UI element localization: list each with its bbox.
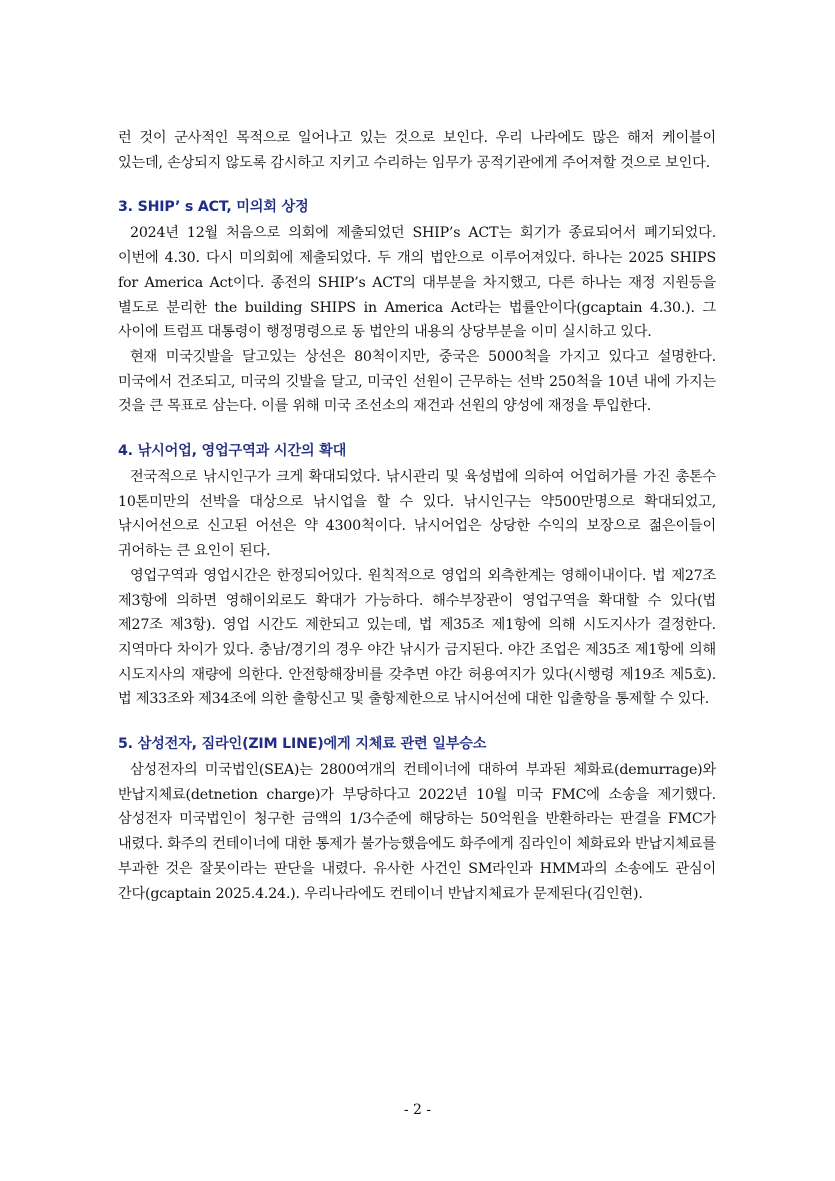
section-samsung-zim [118, 732, 716, 906]
section-title-fishing: 4. 낚시어업, 영업구역과 시간의 확대 [118, 443, 347, 460]
section-ships-act [118, 195, 716, 419]
section-title-ships-act: 3. SHIP’ s ACT, 미의회 상정 [118, 199, 309, 216]
samsung-zim-paragraph-1: 삼성전자의 미국법인(SEA)는 2800여개의 컨테이너에 대하여 부과된 체화료(demurrage)와 반납지체료(detnetion charge)가 부당하다고 2022년 10월 미국 FMC에 소송을 제기했다. 삼성전자 미국법인이 청구한 금액의 1/3수준에 해당하는 50억원을 반환하라는 판결을 FMC가 내렸다. 화주의 컨테이너에 대한 통제가 불가능했음에도 화주에게 짐라인이 체화료와 반납지체료를 부과한 것은 잘못이라는 판단을 내렸다. 유사한 사건인 SM라인과 HMM과의 소송에도 관심이 간다(gcaptain 2025.4.24.). 우리나라에도 컨테이너 반납지체료가 문제된다(김인현). [118, 762, 716, 902]
fishing-paragraph-2: 영업구역과 영업시간은 한정되어있다. 원칙적으로 영업의 외측한계는 영해이내이다. 법 제27조 제3항에 의하면 영해이외로도 확대가 가능하다. 해수부장관이 영업구역을 확대할 수 있다(법 제27조 제3항). 영업 시간도 제한되고 있는데, 법 제35조 제1항에 의해 시도지사가 결정한다. 지역마다 차이가 있다. 충남/경기의 경우 야간 낚시가 금지된다. 야간 조업은 제35조 제1항에 의해 시도지사의 재량에 의한다. 안전항해장비를 갖추면 야간 허용여지가 있다(시행령 제19조 제5호). 법 제33조와 제34조에 의한 출항신고 및 출항제한으로 낚시어선에 대한 입출항을 통제할 수 있다. [118, 567, 716, 708]
page-number: - 2 - [403, 1102, 432, 1118]
ships-act-paragraph-2: 현재 미국깃발을 달고있는 상선은 80척이지만, 중국은 5000척을 가지고 있다고 설명한다. 미국에서 건조되고, 미국의 깃발을 달고, 미국인 선원이 근무하는 선박 250척을 10년 내에 가지는 것을 큰 목표로 삼는다. 이를 위해 미국 조선소의 재건과 선원의 양성에 재정을 투입한다. [118, 348, 716, 415]
section-title-samsung-zim: 5. 삼성전자, 짐라인(ZIM LINE)에게 지체료 관련 일부승소 [118, 736, 487, 753]
intro-paragraph: 런 것이 군사적인 목적으로 일어나고 있는 것으로 보인다. 우리 나라에도 많은 해저 케이블이 있는데, 손상되지 않도록 감시하고 지키고 수리하는 임무가 공적기관에게 주어져할 것으로 보인다. [118, 130, 716, 171]
ships-act-paragraph-1: 2024년 12월 처음으로 의회에 제출되었던 SHIP’s ACT는 회기가 종료되어서 폐기되었다. 이번에 4.30. 다시 미의회에 제출되었다. 두 개의 법안으로 이루어져있다. 하나는 2025 SHIPS for America Act이다. 종전의 SHIP’s ACT의 대부분을 차지했고, 다른 하나는 재정 지원등을 별도로 분리한 the building SHIPS in America Act라는 법률안이다(gcaptain 4.30.). 그 사이에 트럼프 대통령이 행정명령으로 동 법안의 내용의 상당부분을 이미 실시하고 있다. [118, 225, 716, 341]
section-fishing [118, 439, 716, 712]
document-body [118, 126, 716, 906]
fishing-paragraph-1: 전국적으로 낚시인구가 크게 확대되었다. 낚시관리 및 육성법에 의하여 어업허가를 가진 총톤수 10톤미만의 선박을 대상으로 낚시업을 할 수 있다. 낚시인구는 약500만명으로 확대되었고, 낚시어선으로 신고된 어선은 약 4300척이다. 낚시어업은 상당한 수익의 보장으로 젊은이들이 귀어하는 큰 요인이 된다. [118, 469, 716, 560]
